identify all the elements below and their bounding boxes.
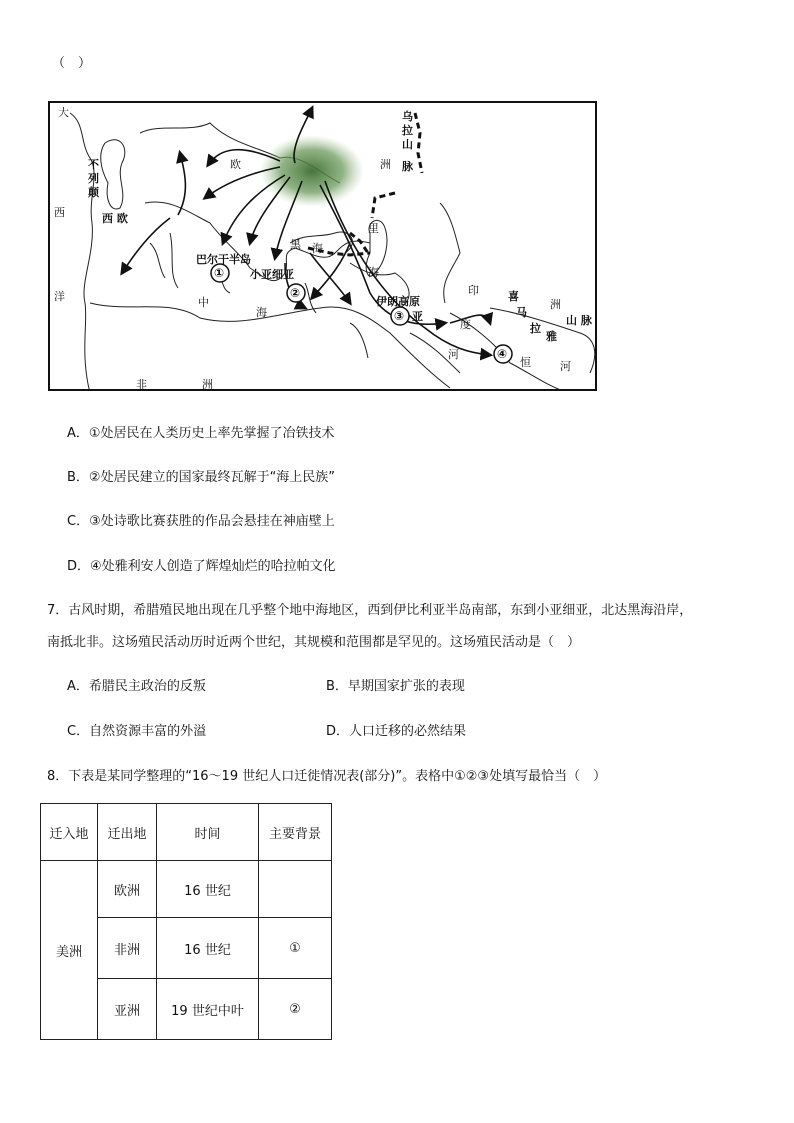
label-asia-zhou: 洲 (550, 298, 561, 311)
cell-destination: 美洲 (41, 861, 98, 1040)
q6-option-c[interactable]: C．③处诗歌比赛获胜的作品会悬挂在神庙壁上 (67, 514, 335, 529)
label-ganges-heng: 恒 (520, 356, 531, 369)
cell-time: 16 世纪 (157, 918, 259, 979)
label-himalaya-shanmai: 山 脉 (566, 314, 592, 327)
header-origin: 迁出地 (98, 804, 157, 861)
label-indus-yin: 印 (468, 284, 479, 297)
label-atlantic-da: 大 (58, 106, 69, 119)
marker-4: ④ (497, 347, 508, 361)
label-iran-plateau: 伊朗高原 (376, 295, 420, 308)
q7-stem-line2: 南抵北非。这场殖民活动历时近两个世纪，其规模和范围都是罕见的。这场殖民活动是（ ） (47, 635, 581, 650)
cell-time: 19 世纪中叶 (157, 979, 259, 1040)
table-header-row (41, 804, 332, 861)
label-britain-bu: 不 (88, 158, 99, 171)
label-caspian-hai: 海 (368, 266, 379, 279)
label-black-sea-hai: 海 (312, 242, 323, 255)
header-background: 主要背景 (259, 804, 332, 861)
cell-background: ② (259, 979, 332, 1040)
label-ural-shan: 山 (402, 138, 413, 151)
q6-option-b[interactable]: B．②处居民建立的国家最终瓦解于“海上民族” (67, 470, 336, 485)
table-row (41, 861, 332, 918)
cell-background (259, 861, 332, 918)
label-med-zhong: 中 (198, 296, 209, 309)
label-ural-mai: 脉 (402, 160, 413, 173)
label-africa-fei: 非 (136, 378, 147, 391)
label-ganges-he: 河 (560, 360, 571, 373)
q7-option-a[interactable]: A．希腊民主政治的反叛 (67, 679, 206, 694)
label-asia-minor: 小亚细亚 (250, 268, 294, 281)
migration-map (48, 101, 597, 391)
q7-stem-line1: 7．古风时期，希腊殖民地出现在几乎整个地中海地区，西到伊比利亚半岛南部，东到小亚细亚，北达黑海沿岸， (47, 603, 693, 618)
header-time: 时间 (157, 804, 259, 861)
cell-time: 16 世纪 (157, 861, 259, 918)
q6-option-a[interactable]: A．①处居民在人类历史上率先掌握了冶铁技术 (67, 426, 335, 441)
label-europe-zhou: 洲 (380, 158, 391, 171)
header-destination: 迁入地 (41, 804, 98, 861)
marker-3: ③ (394, 309, 405, 323)
q7-option-c[interactable]: C．自然资源丰富的外溢 (67, 724, 207, 739)
label-africa-zhou: 洲 (202, 378, 213, 391)
marker-2: ② (290, 286, 301, 300)
label-himalaya-la: 拉 (530, 322, 541, 335)
question6-answer-bracket: （ ） (52, 56, 92, 71)
cell-origin: 欧洲 (98, 861, 157, 918)
label-britain-dian: 颠 (88, 186, 99, 199)
label-ural-wu: 乌 (402, 110, 413, 123)
label-western-europe: 西 欧 (102, 212, 128, 225)
q8-stem: 8．下表是某同学整理的“16～19 世纪人口迁徙情况表(部分)”。表格中①②③处填写最恰当（ ） (47, 769, 607, 784)
label-europe: 欧 (230, 158, 241, 171)
cell-background: ① (259, 918, 332, 979)
label-med-hai: 海 (256, 306, 267, 319)
cell-origin: 亚洲 (98, 979, 157, 1040)
label-indus-du: 度 (460, 318, 471, 331)
label-iran-ya: 亚 (412, 310, 423, 323)
map-graphic (50, 103, 597, 391)
label-ural-la: 拉 (402, 124, 413, 137)
q7-option-d[interactable]: D．人口迁移的必然结果 (326, 724, 467, 739)
migration-table (40, 803, 332, 1040)
label-britain-lie: 列 (88, 172, 99, 185)
label-himalaya-xi: 喜 (508, 290, 519, 303)
label-atlantic-xi: 西 (54, 206, 65, 219)
label-black-sea-hei: 黑 (290, 238, 301, 251)
label-himalaya-ma: 马 (516, 306, 527, 319)
marker-1: ① (214, 266, 225, 280)
label-indus-he: 河 (448, 348, 459, 361)
q6-option-d[interactable]: D．④处雅利安人创造了辉煌灿烂的哈拉帕文化 (67, 559, 336, 574)
label-caspian-li: 里 (368, 222, 379, 235)
label-balkan: 巴尔干半岛 (196, 253, 251, 266)
label-atlantic-yang: 洋 (54, 290, 65, 303)
label-himalaya-ya: 雅 (546, 330, 557, 343)
cell-origin: 非洲 (98, 918, 157, 979)
q7-option-b[interactable]: B．早期国家扩张的表现 (326, 679, 465, 694)
